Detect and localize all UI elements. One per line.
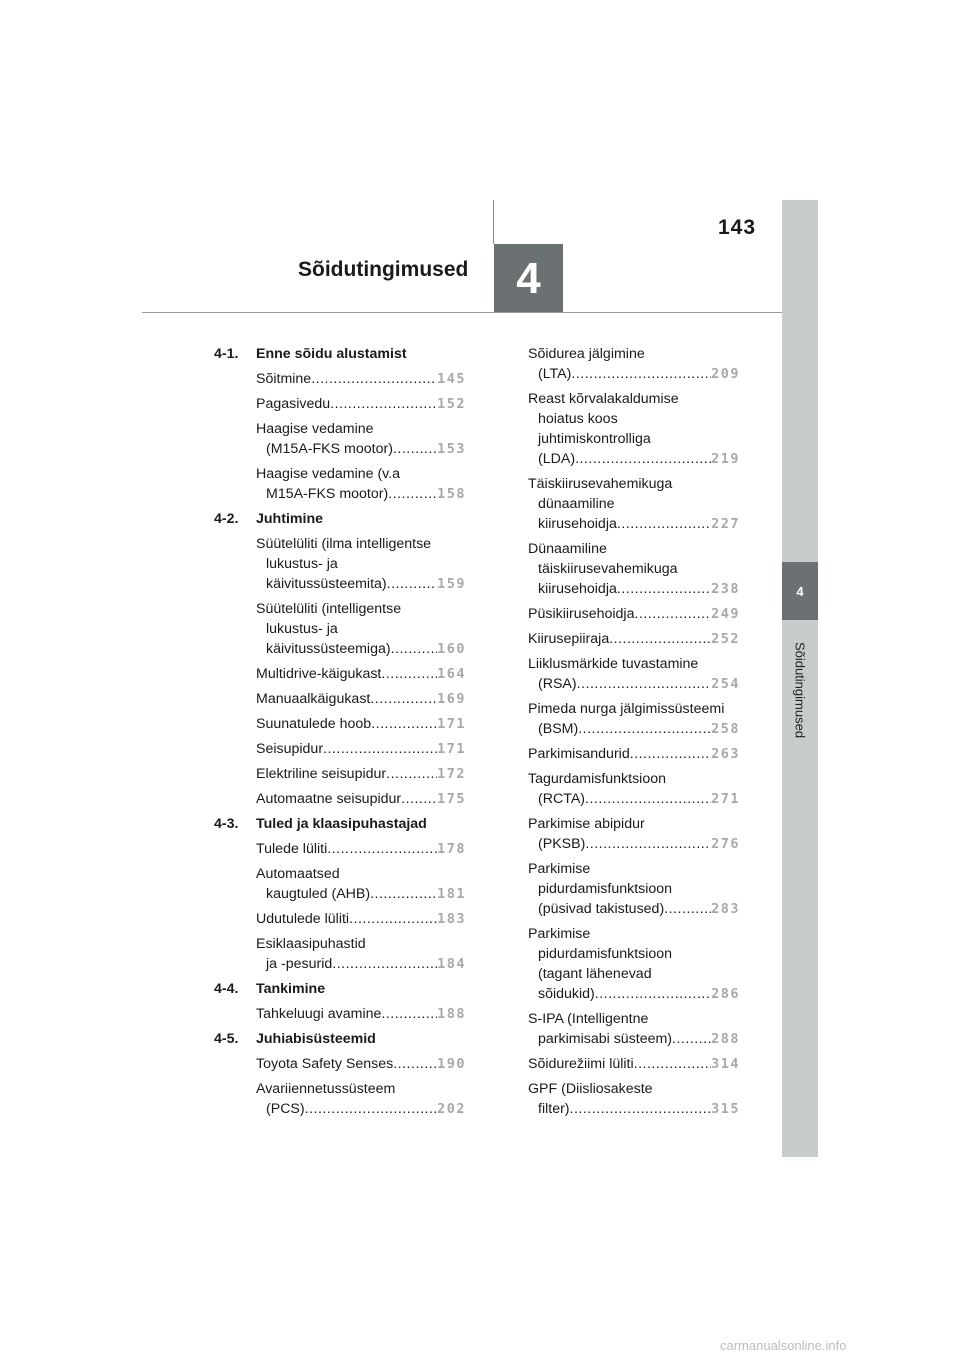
toc-entry-leader-line bbox=[256, 839, 466, 859]
toc-entry-leader-line bbox=[528, 604, 740, 624]
toc-entry-leader-line bbox=[528, 674, 740, 694]
toc-entry[interactable] bbox=[256, 534, 466, 594]
section-number: 4-4. bbox=[214, 981, 239, 997]
dot-leader bbox=[664, 899, 711, 919]
toc-page-number[interactable]: 276 bbox=[711, 836, 740, 852]
toc-page-number[interactable]: 145 bbox=[437, 371, 466, 387]
toc-page-number[interactable]: 188 bbox=[437, 1006, 466, 1022]
toc-entry-line: Esiklaasipuhastid bbox=[256, 936, 366, 952]
toc-page-number[interactable]: 249 bbox=[711, 606, 740, 622]
toc-entry-leader-line bbox=[528, 364, 740, 384]
toc-entry-leader-line bbox=[528, 1029, 740, 1049]
dot-leader bbox=[330, 394, 437, 414]
dot-leader bbox=[370, 689, 437, 709]
toc-entry-text: Manuaalkäigukast bbox=[256, 691, 371, 707]
toc-entry-text: ja -pesurid bbox=[266, 956, 333, 972]
toc-page-number[interactable]: 219 bbox=[711, 451, 740, 467]
dot-leader bbox=[634, 1054, 711, 1074]
dot-leader bbox=[617, 579, 711, 599]
toc-entry-leader-line bbox=[256, 689, 466, 709]
dot-leader bbox=[332, 954, 437, 974]
toc-entry-line: Tagurdamisfunktsioon bbox=[528, 771, 667, 787]
toc-entry-text: (RSA) bbox=[538, 676, 577, 692]
toc-entry[interactable] bbox=[528, 389, 740, 469]
toc-entry[interactable] bbox=[256, 864, 466, 904]
toc-page-number[interactable]: 172 bbox=[437, 766, 466, 782]
toc-entry-text: Automaatne seisupidur bbox=[256, 791, 402, 807]
toc-entry-leader-line bbox=[256, 884, 466, 904]
toc-entry[interactable] bbox=[528, 474, 740, 534]
toc-entry-line: pidurdamisfunktsioon bbox=[538, 881, 673, 897]
toc-entry-leader-line bbox=[256, 764, 466, 784]
toc-entry-line: lukustus- ja bbox=[266, 621, 338, 637]
toc-entry-text: käivitussüsteemita) bbox=[266, 576, 387, 592]
toc-entry[interactable] bbox=[256, 1004, 466, 1024]
toc-entry-line: Avariiennetussüsteem bbox=[256, 1081, 396, 1097]
toc-entry-leader-line bbox=[528, 629, 740, 649]
toc-page-number[interactable]: 160 bbox=[437, 641, 466, 657]
dot-leader bbox=[578, 719, 711, 739]
toc-entry-text: Elektriline seisupidur bbox=[256, 766, 387, 782]
toc-page-number[interactable]: 263 bbox=[711, 746, 740, 762]
toc-page-number[interactable]: 314 bbox=[711, 1056, 740, 1072]
toc-entry[interactable] bbox=[256, 369, 466, 389]
toc-entry-text: Pagasivedu bbox=[256, 396, 331, 412]
toc-entry-text: Tulede lüliti bbox=[256, 841, 328, 857]
toc-entry-text: Udutulede lüliti bbox=[256, 911, 350, 927]
toc-entry[interactable] bbox=[528, 344, 740, 384]
toc-entry-line: GPF (Diisliosakeste bbox=[528, 1081, 653, 1097]
toc-entry-line: (tagant lähenevad bbox=[538, 966, 652, 982]
toc-entry-text: filter) bbox=[538, 1101, 570, 1117]
toc-entry-text: (LTA) bbox=[538, 366, 572, 382]
toc-page-number[interactable]: 171 bbox=[437, 741, 466, 757]
toc-page-number[interactable]: 169 bbox=[437, 691, 466, 707]
toc-entry-leader-line bbox=[256, 394, 466, 414]
toc-entry-text: käivitussüsteemiga) bbox=[266, 641, 391, 657]
toc-entry-leader-line bbox=[528, 719, 740, 739]
toc-entry-leader-line bbox=[256, 714, 466, 734]
toc-entry[interactable] bbox=[256, 934, 466, 974]
toc-entry[interactable] bbox=[528, 924, 740, 1004]
toc-entry-leader-line bbox=[256, 1099, 466, 1119]
toc-entry-text: Sõitmine bbox=[256, 371, 312, 387]
toc-entry-leader-line bbox=[256, 439, 466, 459]
toc-page-number[interactable]: 171 bbox=[437, 716, 466, 732]
dot-leader bbox=[575, 449, 711, 469]
toc-page-number[interactable]: 209 bbox=[711, 366, 740, 382]
toc-entry-text: Toyota Safety Senses bbox=[256, 1056, 394, 1072]
toc-entry-text: (PKSB) bbox=[538, 836, 586, 852]
dot-leader bbox=[595, 984, 711, 1004]
toc-entry[interactable] bbox=[256, 664, 466, 684]
toc-column-left bbox=[214, 344, 466, 1124]
side-tab-number[interactable]: 4 bbox=[782, 562, 818, 620]
toc-entry-text: M15A-FKS mootor) bbox=[266, 486, 389, 502]
toc-entry-text: (PCS) bbox=[266, 1101, 305, 1117]
watermark: carmanualsonline.info bbox=[720, 1338, 847, 1353]
dot-leader bbox=[393, 1054, 437, 1074]
dot-leader bbox=[401, 789, 437, 809]
toc-page-number[interactable]: 288 bbox=[711, 1031, 740, 1047]
dot-leader bbox=[311, 369, 437, 389]
dot-leader bbox=[571, 364, 711, 384]
toc-entry-line: Sõidurea jälgimine bbox=[528, 346, 645, 362]
dot-leader bbox=[634, 604, 711, 624]
toc-entry-text: Seisupidur bbox=[256, 741, 324, 757]
toc-page-number[interactable]: 283 bbox=[711, 901, 740, 917]
dot-leader bbox=[391, 639, 438, 659]
toc-entry-text: Multidrive-käigukast bbox=[256, 666, 382, 682]
toc-entry-leader-line bbox=[256, 739, 466, 759]
toc-page-number[interactable]: 184 bbox=[437, 956, 466, 972]
toc-entry-line: Haagise vedamine (v.a bbox=[256, 466, 401, 482]
dot-leader bbox=[585, 789, 711, 809]
toc-entry[interactable] bbox=[528, 769, 740, 809]
toc-entry-leader-line bbox=[256, 639, 466, 659]
toc-entry[interactable] bbox=[256, 909, 466, 929]
toc-entry-leader-line bbox=[528, 449, 740, 469]
toc-entry[interactable] bbox=[528, 629, 740, 649]
toc-entry-text: Püsikiirusehoidja bbox=[528, 606, 635, 622]
toc-entry-line: Täiskiirusevahemikuga bbox=[528, 476, 673, 492]
toc-entry-line: pidurdamisfunktsioon bbox=[538, 946, 673, 962]
toc-page-number[interactable]: 175 bbox=[437, 791, 466, 807]
toc-entry[interactable] bbox=[256, 739, 466, 759]
toc-page-number[interactable]: 183 bbox=[437, 911, 466, 927]
toc-page-number[interactable]: 159 bbox=[437, 576, 466, 592]
toc-entry-line: Dünaamiline bbox=[528, 541, 607, 557]
toc-entry-line: täiskiirusevahemikuga bbox=[538, 561, 678, 577]
toc-entry[interactable] bbox=[528, 654, 740, 694]
toc-page-number[interactable]: 271 bbox=[711, 791, 740, 807]
toc-entry-line: Süütelüliti (intelligentse bbox=[256, 601, 402, 617]
toc-entry-leader-line bbox=[256, 909, 466, 929]
toc-entry[interactable] bbox=[256, 1054, 466, 1074]
toc-entry-line: Haagise vedamine bbox=[256, 421, 374, 437]
toc-entry-line: juhtimiskontrolliga bbox=[538, 431, 651, 447]
toc-entry[interactable] bbox=[528, 1079, 740, 1119]
section-title: Enne sõidu alustamist bbox=[256, 346, 407, 362]
toc-entry-line: Reast kõrvalakaldumise bbox=[528, 391, 679, 407]
toc-entry-text: (püsivad takistused) bbox=[538, 901, 665, 917]
page-number: 143 bbox=[718, 216, 757, 239]
toc-entry[interactable] bbox=[256, 1079, 466, 1119]
toc-entry-text: parkimisabi süsteem) bbox=[538, 1031, 673, 1047]
toc-page-number[interactable]: 190 bbox=[437, 1056, 466, 1072]
toc-entry-leader-line bbox=[528, 984, 740, 1004]
toc-entry-leader-line bbox=[256, 484, 466, 504]
header-rule bbox=[142, 312, 782, 313]
dot-leader bbox=[381, 1004, 437, 1024]
toc-entry-text: Tahkeluugi avamine bbox=[256, 1006, 382, 1022]
toc-section-heading bbox=[214, 509, 466, 529]
toc-entry[interactable] bbox=[256, 419, 466, 459]
toc-entry-text: Sõidurežiimi lüliti bbox=[528, 1056, 634, 1072]
toc-entry[interactable] bbox=[256, 764, 466, 784]
toc-page-number[interactable]: 152 bbox=[437, 396, 466, 412]
toc-entry-leader-line bbox=[256, 1054, 466, 1074]
dot-leader bbox=[305, 1099, 437, 1119]
toc-entry[interactable] bbox=[256, 689, 466, 709]
toc-entry-text: Parkimisandurid bbox=[528, 746, 630, 762]
dot-leader bbox=[570, 1099, 712, 1119]
toc-entry[interactable] bbox=[528, 1009, 740, 1049]
header-divider-vertical bbox=[493, 200, 494, 244]
toc-entry-text: (M15A-FKS mootor) bbox=[266, 441, 393, 457]
dot-leader bbox=[323, 739, 437, 759]
toc-entry-leader-line bbox=[256, 954, 466, 974]
section-title: Tuled ja klaasipuhastajad bbox=[256, 816, 427, 832]
toc-entry-text: (BSM) bbox=[538, 721, 579, 737]
section-title: Juhiabisüsteemid bbox=[256, 1031, 376, 1047]
toc-entry-text: kiirusehoidja bbox=[538, 516, 617, 532]
toc-entry-line: lukustus- ja bbox=[266, 556, 338, 572]
dot-leader bbox=[327, 839, 437, 859]
toc-page-number[interactable]: 153 bbox=[437, 441, 466, 457]
toc-entry[interactable] bbox=[528, 814, 740, 854]
toc-page-number[interactable]: 227 bbox=[711, 516, 740, 532]
dot-leader bbox=[370, 884, 437, 904]
toc-entry[interactable] bbox=[256, 714, 466, 734]
toc-entry-text: kaugtuled (AHB) bbox=[266, 886, 371, 902]
toc-entry-text: (LDA) bbox=[538, 451, 576, 467]
toc-entry-line: Liiklusmärkide tuvastamine bbox=[528, 656, 699, 672]
toc-entry[interactable] bbox=[528, 604, 740, 624]
toc-entry[interactable] bbox=[528, 539, 740, 599]
toc-entry-line: Parkimise abipidur bbox=[528, 816, 645, 832]
toc-entry-line: Pimeda nurga jälgimissüsteemi bbox=[528, 701, 725, 717]
section-number: 4-2. bbox=[214, 511, 239, 527]
toc-entry-leader-line bbox=[528, 899, 740, 919]
toc-entry-leader-line bbox=[256, 574, 466, 594]
toc-entry-leader-line bbox=[528, 834, 740, 854]
chapter-title: Sõidutingimused bbox=[298, 258, 469, 281]
toc-section-heading bbox=[214, 814, 466, 834]
section-number: 4-5. bbox=[214, 1031, 239, 1047]
toc-page-number[interactable]: 286 bbox=[711, 986, 740, 1002]
toc-entry-text: kiirusehoidja bbox=[538, 581, 617, 597]
dot-leader bbox=[609, 629, 711, 649]
toc-page-number[interactable]: 254 bbox=[711, 676, 740, 692]
toc-entry[interactable] bbox=[256, 599, 466, 659]
toc-page-number[interactable]: 158 bbox=[437, 486, 466, 502]
section-title: Tankimine bbox=[256, 981, 326, 997]
toc-entry[interactable] bbox=[528, 744, 740, 764]
dot-leader bbox=[577, 674, 711, 694]
toc-page-number[interactable]: 181 bbox=[437, 886, 466, 902]
toc-entry-line: Automaatsed bbox=[256, 866, 340, 882]
toc-entry-leader-line bbox=[256, 789, 466, 809]
toc-entry-text: Suunatulede hoob bbox=[256, 716, 372, 732]
toc-page-number[interactable]: 315 bbox=[711, 1101, 740, 1117]
toc-page-number[interactable]: 178 bbox=[437, 841, 466, 857]
dot-leader bbox=[672, 1029, 711, 1049]
dot-leader bbox=[381, 664, 437, 684]
section-title: Juhtimine bbox=[256, 511, 324, 527]
toc-entry[interactable] bbox=[528, 699, 740, 739]
toc-entry-text: Kiirusepiiraja bbox=[528, 631, 610, 647]
side-tab-label: Sõidutingimused bbox=[792, 641, 808, 739]
dot-leader bbox=[585, 834, 711, 854]
dot-leader bbox=[630, 744, 711, 764]
toc-entry-line: Süütelüliti (ilma intelligentse bbox=[256, 536, 432, 552]
toc-entry-text: sõidukid) bbox=[538, 986, 595, 1002]
toc-entry-leader-line bbox=[528, 744, 740, 764]
toc-entry-leader-line bbox=[256, 369, 466, 389]
toc-section-heading bbox=[214, 1029, 466, 1049]
toc-column-right bbox=[528, 344, 740, 1124]
toc-page-number[interactable]: 202 bbox=[437, 1101, 466, 1117]
toc-entry-text: (RCTA) bbox=[538, 791, 586, 807]
toc-page-number[interactable]: 164 bbox=[437, 666, 466, 682]
toc-entry[interactable] bbox=[528, 1054, 740, 1074]
toc-entry-line: Parkimise bbox=[528, 926, 591, 942]
toc-page-number[interactable]: 238 bbox=[711, 581, 740, 597]
dot-leader bbox=[371, 714, 437, 734]
toc-entry-leader-line bbox=[528, 514, 740, 534]
dot-leader bbox=[388, 484, 437, 504]
toc-entry[interactable] bbox=[256, 464, 466, 504]
toc-entry-line: dünaamiline bbox=[538, 496, 615, 512]
dot-leader bbox=[386, 764, 437, 784]
toc-entry-line: S-IPA (Intelligentne bbox=[528, 1011, 649, 1027]
chapter-number-box: 4 bbox=[494, 244, 563, 313]
dot-leader bbox=[617, 514, 711, 534]
toc-page-number[interactable]: 258 bbox=[711, 721, 740, 737]
toc-entry[interactable] bbox=[256, 394, 466, 414]
toc-entry-leader-line bbox=[528, 579, 740, 599]
toc-entry-line: Parkimise bbox=[528, 861, 591, 877]
dot-leader bbox=[349, 909, 437, 929]
toc-entry-leader-line bbox=[528, 1054, 740, 1074]
dot-leader bbox=[393, 439, 437, 459]
toc-section-heading bbox=[214, 344, 466, 364]
toc-page-number[interactable]: 252 bbox=[711, 631, 740, 647]
dot-leader bbox=[387, 574, 437, 594]
toc-entry[interactable] bbox=[256, 839, 466, 859]
toc-entry[interactable] bbox=[256, 789, 466, 809]
toc-entry[interactable] bbox=[528, 859, 740, 919]
section-number: 4-3. bbox=[214, 816, 239, 832]
toc-entry-leader-line bbox=[528, 1099, 740, 1119]
toc-entry-leader-line bbox=[256, 664, 466, 684]
toc-entry-leader-line bbox=[528, 789, 740, 809]
toc-entry-leader-line bbox=[256, 1004, 466, 1024]
toc-section-heading bbox=[214, 979, 466, 999]
toc-entry-line: hoiatus koos bbox=[538, 411, 618, 427]
section-number: 4-1. bbox=[214, 346, 239, 362]
